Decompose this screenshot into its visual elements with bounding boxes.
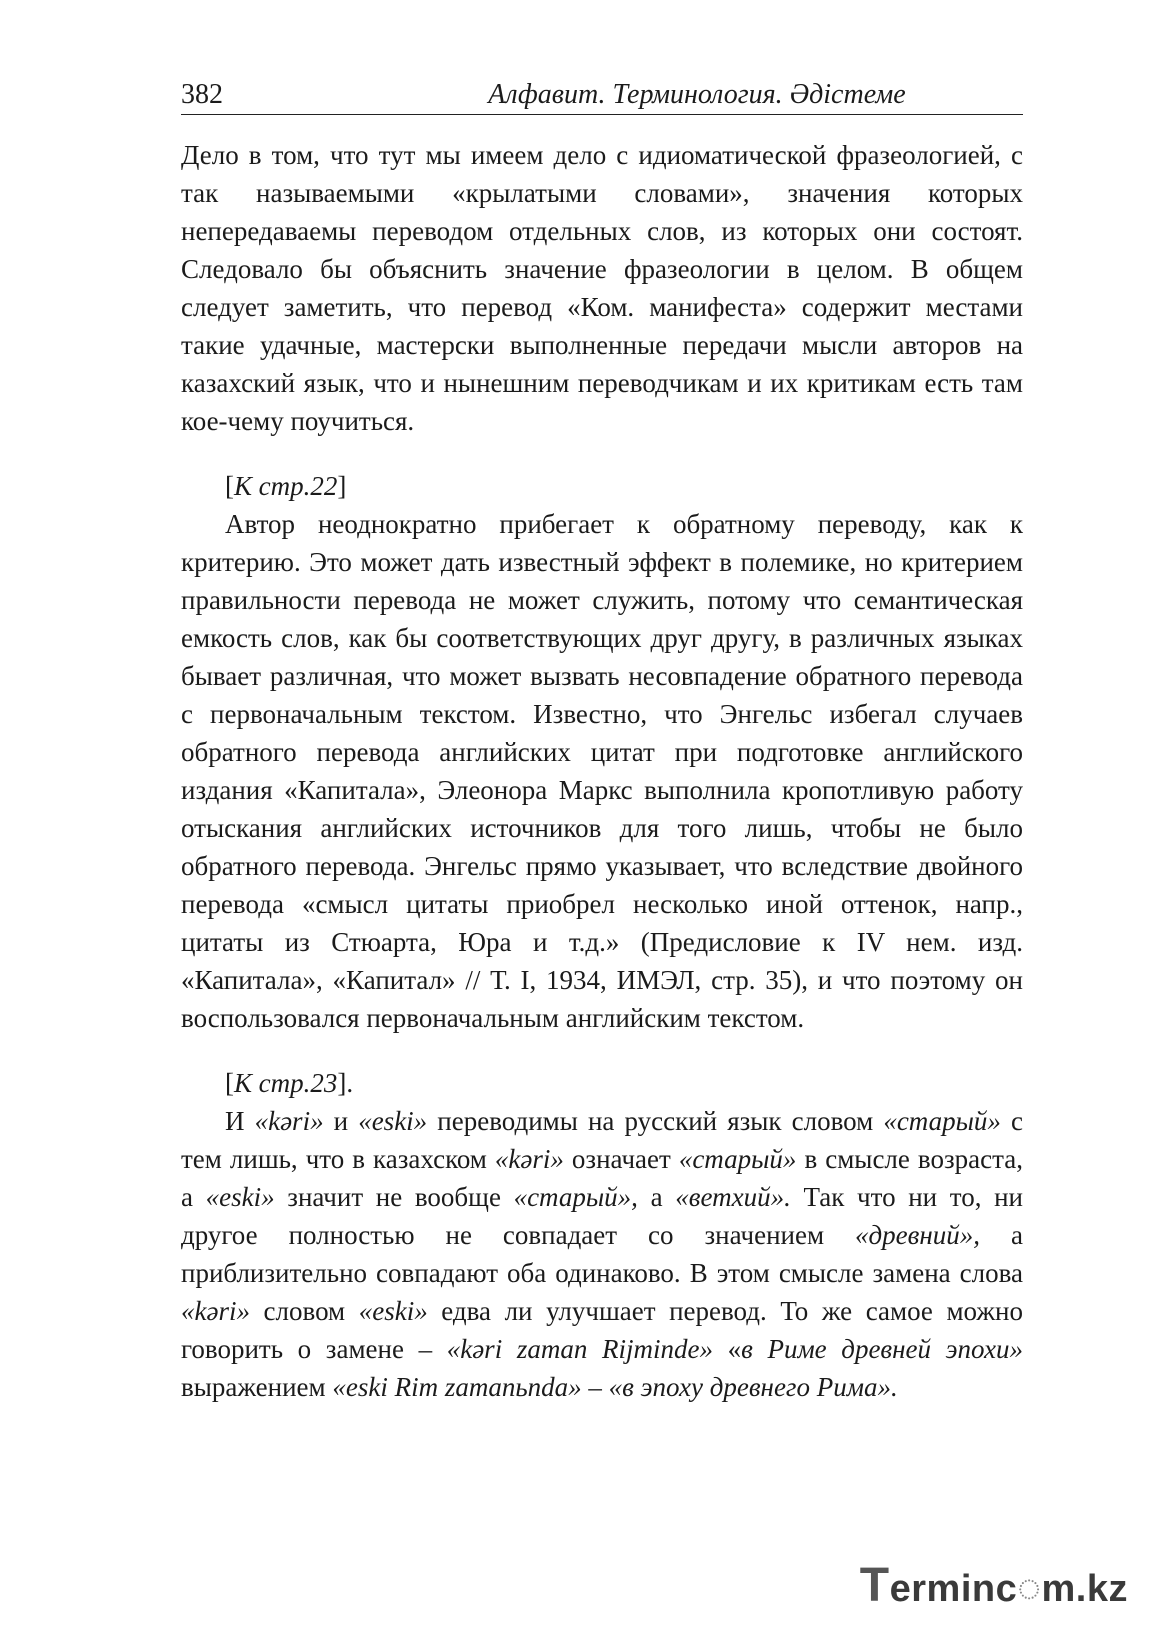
term-italic: «древний», [855, 1220, 981, 1250]
term-italic: «kəri» [254, 1106, 324, 1136]
bracket-open: [ [225, 1068, 234, 1098]
text-run: выражением [181, 1372, 333, 1402]
text-run: « [712, 1334, 742, 1364]
term-italic: «eski» [358, 1296, 428, 1326]
term-italic: «kəri» [181, 1296, 250, 1326]
section-reference-2 [181, 1064, 1023, 1102]
section-reference-label: К стр.22 [234, 471, 338, 501]
text-run: а приблизительно совпадают оба одинаково. В этом смысле замена слова [181, 1220, 1023, 1288]
text-run: а [637, 1182, 676, 1212]
text-run: и [323, 1106, 359, 1136]
text-run: словом [249, 1296, 359, 1326]
text-run: в смысле возраста, а [181, 1144, 1023, 1212]
paragraph-3 [181, 1102, 1023, 1406]
term-italic: «eski Rim zamanьnda» – «в эпоху древнего Рима». [332, 1372, 898, 1402]
term-italic: «kəri zaman Rijminde» [446, 1334, 713, 1364]
term-italic: «kəri» [494, 1144, 564, 1174]
text-run: с тем лишь, что в казахском [181, 1106, 1024, 1174]
paragraph-2: Автор неоднократно прибегает к обратному переводу, как к критерию. Это может дать известный эффект в полемике, но критерием правильности перевода не может служить, потому что семантическая емкость слов, как бы соответствующих друг другу, в различных языках бывает различная, что может вызвать несовпадение обратного перевода с первоначальным текстом. Известно, что Энгельс избегал случаев обратного перевода английских цитат при подготовке английского издания «Капитала», Элеонора Маркс выполнила кропотливую работу отыскания английских источников для того лишь, чтобы не было обратного перевода. Энгельс прямо указывает, что вследствие двойного перевода «смысл цитаты приобрел несколько иной оттенок, напр., цитаты из Стюарта, Юра и т.д.» (Предисловие к IV нем. изд. «Капитала», «Капитал» // Т. I, 1934, ИМЭЛ, стр. 35), и что поэтому он воспользовался первоначальным английским текстом. [181, 509, 1023, 1033]
term-italic: «eski» [205, 1182, 275, 1212]
page-body [181, 136, 1023, 1406]
text-run: Так что ни то, ни другое полностью не совпадает со значением [181, 1182, 1024, 1250]
bracket-open: [ [225, 471, 234, 501]
term-italic: «eski» [358, 1106, 428, 1136]
term-italic: «старый» [883, 1106, 1001, 1136]
page-header [181, 76, 1023, 115]
section-reference-label: К стр.23 [234, 1068, 338, 1098]
running-title: Алфавит. Терминология. Әдістеме [488, 79, 906, 110]
paragraph-1: Дело в том, что тут мы имеем дело с идиоматической фразеологией, с так называемыми «крылатыми словами», значения которых непередаваемы переводом отдельных слов, из которых они состоят. Следовало бы объяснить значение фразеологии в целом. В общем следует заметить, что перевод «Ком. манифеста» содержит местами такие удачные, мастерски выполненные передачи мысли авторов на казахский язык, что и нынешним переводчикам и их критикам есть там кое-чему поучиться. [181, 140, 1023, 436]
section-reference-1 [181, 467, 1023, 505]
bracket-close: ] [337, 471, 347, 501]
text-run: значит не вообще [274, 1182, 514, 1212]
watermark-o-mark: ◌ [1017, 1566, 1042, 1610]
watermark-initial: T [859, 1559, 890, 1612]
text-run: переводимы на русский язык словом [427, 1106, 884, 1136]
text-run: означает [563, 1144, 679, 1174]
watermark-domain: m.kz [1041, 1568, 1128, 1610]
text-run: едва ли улучшает перевод. То же самое можно говорить о замене – [181, 1296, 1023, 1364]
term-italic: «ветхий». [675, 1182, 791, 1212]
site-watermark-logo [860, 1558, 1128, 1613]
term-italic: в Риме древней эпохи» [741, 1334, 1024, 1364]
page-number: 382 [181, 79, 223, 110]
watermark-text: erminc [889, 1568, 1018, 1610]
text-run: И [225, 1106, 255, 1136]
bracket-close: ]. [337, 1068, 354, 1098]
term-italic: «старый», [513, 1182, 638, 1212]
term-italic: «старый» [678, 1144, 797, 1174]
